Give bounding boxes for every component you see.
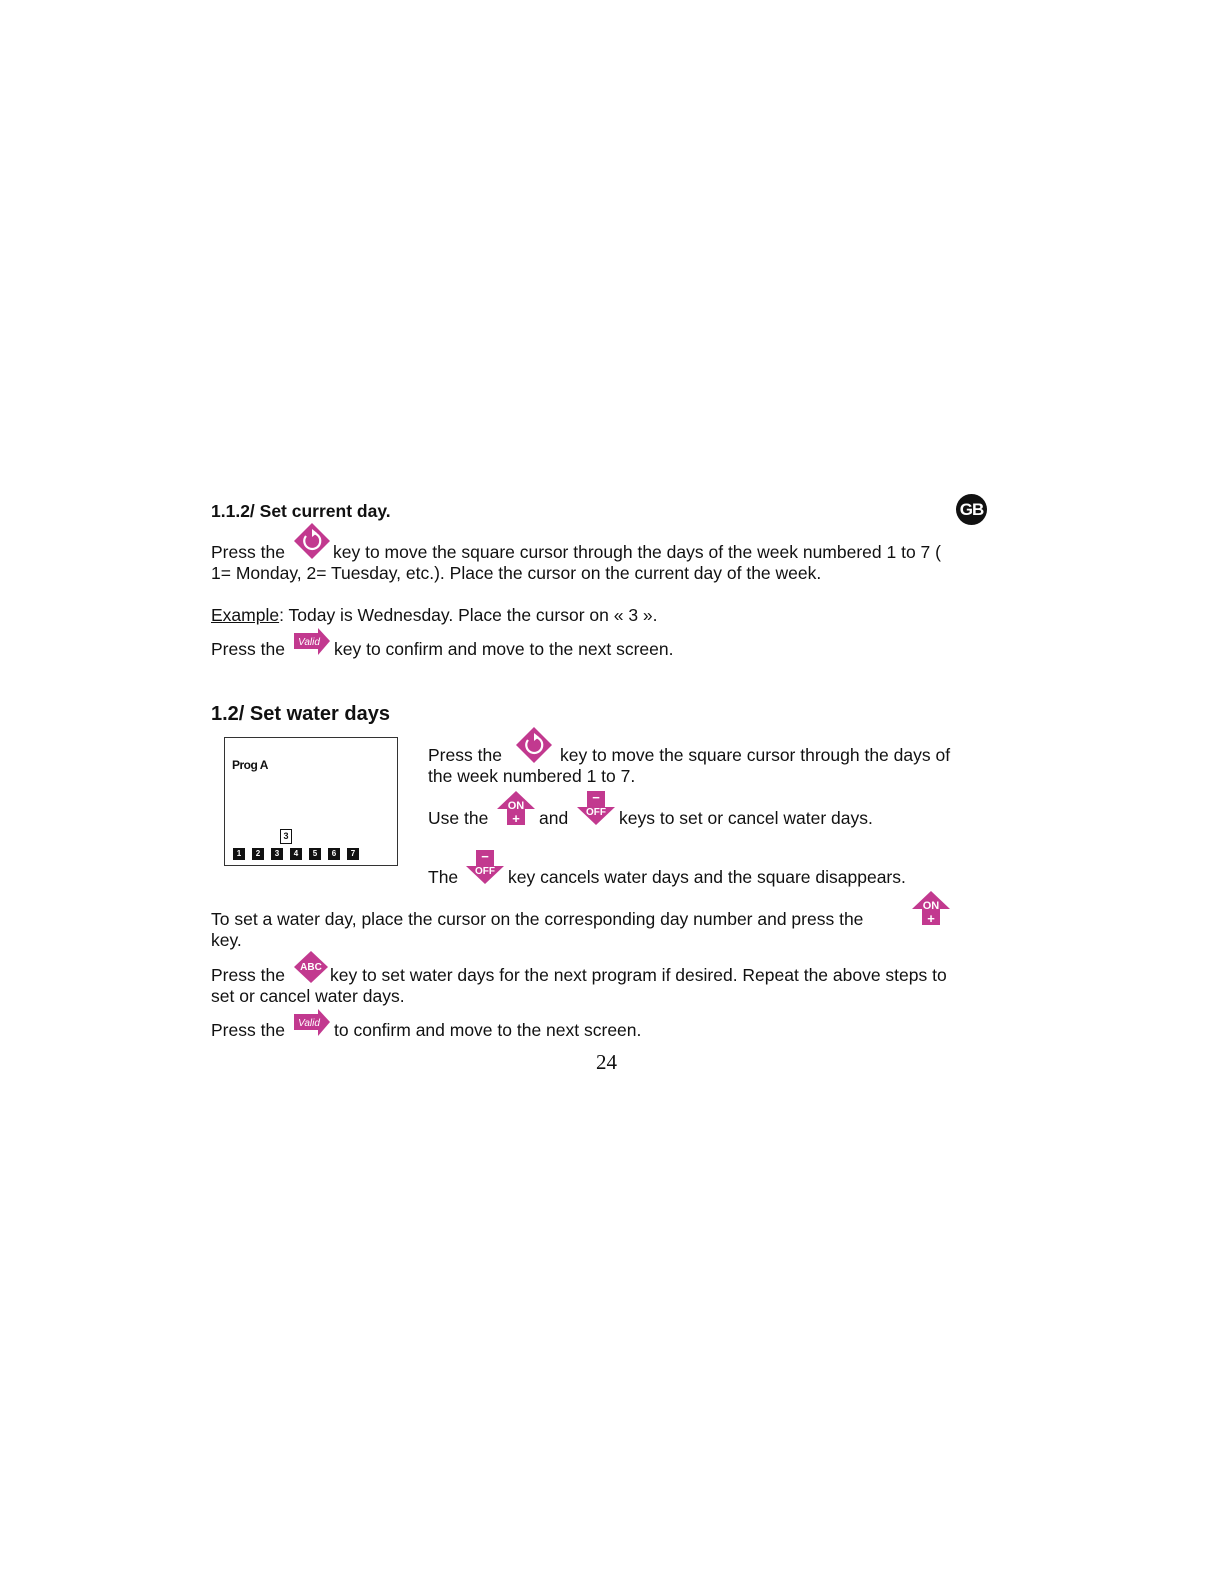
abc-key-icon: [293, 950, 329, 984]
on-key-label: ON: [922, 900, 940, 912]
lcd-day-6: 6: [328, 848, 340, 860]
lcd-day-1: 1: [233, 848, 245, 860]
lcd-prog-title: Prog A: [232, 758, 268, 772]
p4-continuation: set or cancel water days.: [211, 986, 405, 1006]
r1-continuation: the week numbered 1 to 7.: [428, 766, 636, 786]
r2-use-the: Use the: [428, 808, 489, 828]
lcd-day-7: 7: [347, 848, 359, 860]
plus-key-label: +: [512, 811, 520, 826]
section-heading-112: 1.1.2/ Set current day.: [211, 501, 391, 521]
r3-the: The: [428, 867, 459, 887]
r2-key-text: keys to set or cancel water days.: [619, 808, 873, 828]
valid-key-label: Valid: [298, 637, 320, 648]
off-key-label: OFF: [586, 807, 606, 818]
r2-and: and: [539, 808, 569, 828]
p3-continuation: key.: [211, 930, 242, 950]
on-plus-key-icon: [496, 790, 536, 826]
minus-key-label: −: [481, 849, 489, 864]
valid-key-icon: [293, 627, 331, 657]
p1-key-text: key to move the square cursor through the days of the week numbered 1 to 7 (: [333, 542, 941, 562]
abc-key-label: ABC: [300, 962, 322, 973]
p1-press-the: Press the: [211, 542, 285, 562]
r1-key-text: key to move the square cursor through the days of: [560, 745, 951, 765]
p1-continuation: 1= Monday, 2= Tuesday, etc.). Place the cursor on the current day of the week.: [211, 563, 822, 583]
page-number: 24: [596, 1050, 617, 1074]
p2-key-text: key to confirm and move to the next screen.: [334, 639, 674, 659]
minus-key-label: −: [592, 790, 600, 805]
on-key-label: ON: [507, 800, 525, 812]
p4-key-text: key to set water days for the next program if desired. Repeat the above steps to: [330, 965, 947, 985]
p2-press-the: Press the: [211, 639, 285, 659]
lcd-day-2: 2: [252, 848, 264, 860]
p5-key-text: to confirm and move to the next screen.: [334, 1020, 642, 1040]
off-key-label: OFF: [475, 866, 495, 877]
lcd-day-3: 3: [271, 848, 283, 860]
cycle-key-icon: [293, 522, 331, 560]
lcd-day-5: 5: [309, 848, 321, 860]
lcd-square-cursor: 3: [280, 829, 292, 844]
example-text: : Today is Wednesday. Place the cursor on « 3 ».: [279, 605, 658, 625]
plus-key-label: +: [927, 911, 935, 926]
cycle-key-icon: [515, 726, 553, 764]
on-plus-key-icon: [911, 890, 951, 926]
gb-language-badge: GB: [956, 494, 987, 525]
valid-key-icon: [293, 1008, 331, 1038]
p3-text: To set a water day, place the cursor on the corresponding day number and press the: [211, 909, 864, 929]
p4-press-the: Press the: [211, 965, 285, 985]
r1-press-the: Press the: [428, 745, 502, 765]
off-minus-key-icon: [576, 790, 616, 826]
valid-key-label: Valid: [298, 1018, 320, 1029]
example-line: [211, 605, 658, 626]
example-label: Example: [211, 605, 280, 625]
lcd-screen: [224, 737, 398, 866]
section-heading-12: 1.2/ Set water days: [211, 703, 390, 725]
p5-press-the: Press the: [211, 1020, 285, 1040]
lcd-day-4: 4: [290, 848, 302, 860]
off-minus-key-icon: [465, 849, 505, 885]
r3-key-text: key cancels water days and the square disappears.: [508, 867, 906, 887]
